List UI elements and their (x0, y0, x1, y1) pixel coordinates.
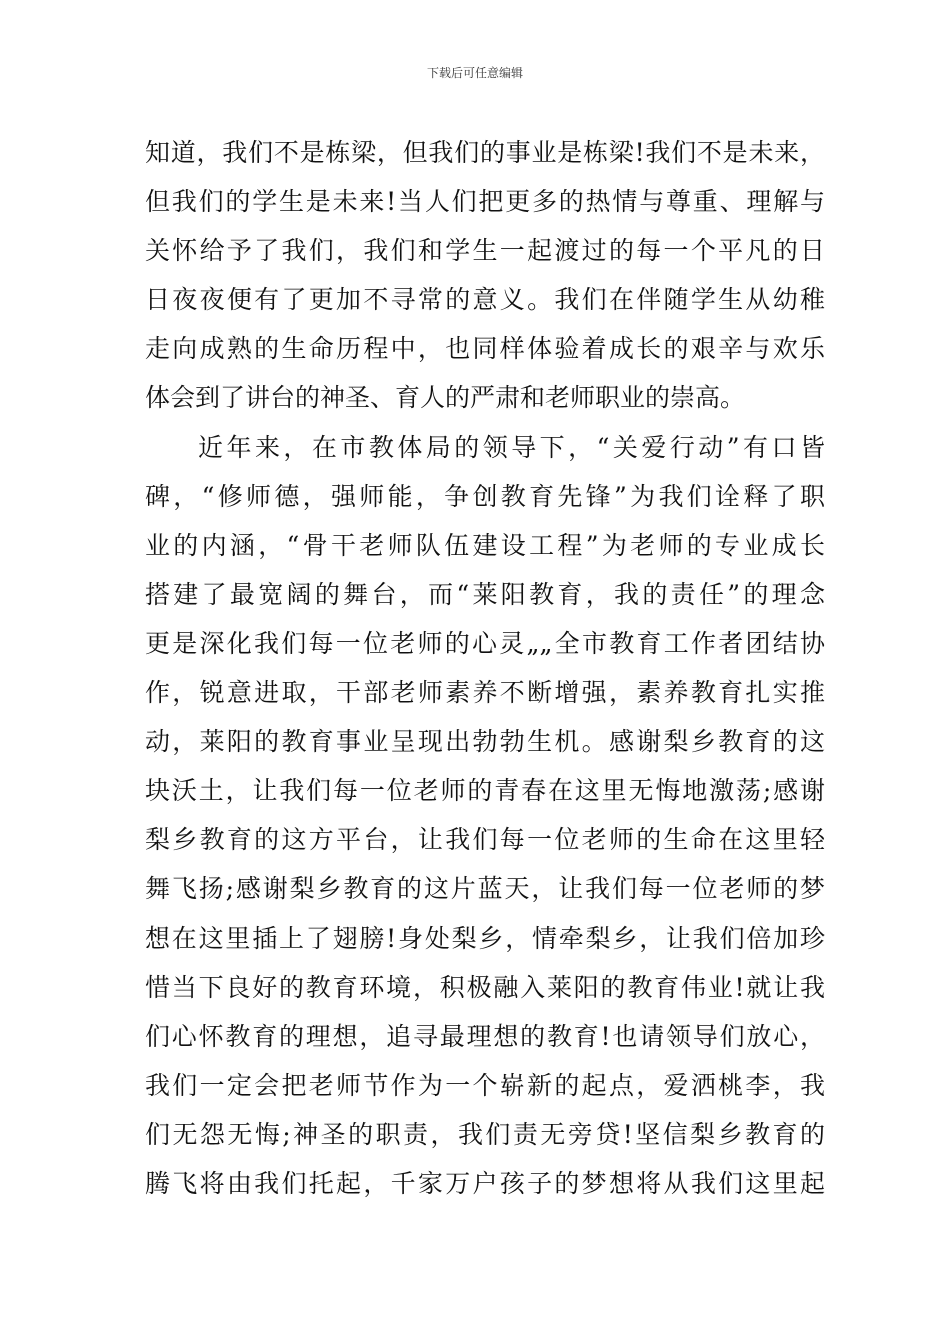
text-line: 们心怀教育的理想，追寻最理想的教育!也请领导们放心， (145, 1021, 825, 1051)
text-line: 但我们的学生是未来!当人们把更多的热情与尊重、理解与 (145, 187, 825, 217)
text-line: 碑，“修师德，强师能，争创教育先锋”为我们诠释了职 (145, 481, 825, 511)
text-line: 体会到了讲台的神圣、育人的严肃和老师职业的崇高。 (145, 383, 746, 413)
text-line: 近年来，在市教体局的领导下，“关爱行动”有口皆 (198, 432, 825, 462)
text-line: 腾飞将由我们托起，千家万户孩子的梦想将从我们这里起 (145, 1168, 825, 1198)
text-line: 业的内涵，“骨干老师队伍建设工程”为老师的专业成长 (145, 530, 825, 560)
paragraph-2 (145, 423, 825, 1209)
text-line: 我们一定会把老师节作为一个崭新的起点，爱洒桃李，我 (145, 1070, 825, 1100)
text-line: 们无怨无悔;神圣的职责，我们责无旁贷!坚信梨乡教育的 (145, 1119, 825, 1149)
text-line: 知道，我们不是栋梁，但我们的事业是栋梁!我们不是未来， (145, 138, 825, 167)
text-line: 搭建了最宽阔的舞台，而“莱阳教育，我的责任”的理念 (145, 579, 825, 609)
text-line: 梨乡教育的这方平台，让我们每一位老师的生命在这里轻 (145, 825, 825, 855)
text-line: 动，莱阳的教育事业呈现出勃勃生机。感谢梨乡教育的这 (145, 727, 825, 757)
text-line: 日夜夜便有了更加不寻常的意义。我们在伴随学生从幼稚 (145, 285, 825, 315)
text-line: 更是深化我们每一位老师的心灵„„全市教育工作者团结协 (145, 628, 825, 658)
paragraph-1 (145, 128, 825, 423)
text-line: 关怀给予了我们，我们和学生一起渡过的每一个平凡的日 (145, 236, 825, 266)
text-line: 作，锐意进取，干部老师素养不断增强，素养教育扎实推 (145, 678, 825, 708)
text-line: 惜当下良好的教育环境，积极融入莱阳的教育伟业!就让我 (145, 972, 825, 1002)
text-line: 走向成熟的生命历程中，也同样体验着成长的艰辛与欢乐 (145, 334, 825, 364)
document-body (145, 128, 825, 1208)
text-line: 想在这里插上了翅膀!身处梨乡，情牵梨乡，让我们倍加珍 (145, 923, 825, 953)
text-line: 舞飞扬;感谢梨乡教育的这片蓝天，让我们每一位老师的梦 (145, 874, 825, 904)
page-header: 下载后可任意编辑 (426, 66, 523, 80)
text-line: 块沃土，让我们每一位老师的青春在这里无悔地激荡;感谢 (145, 776, 825, 806)
